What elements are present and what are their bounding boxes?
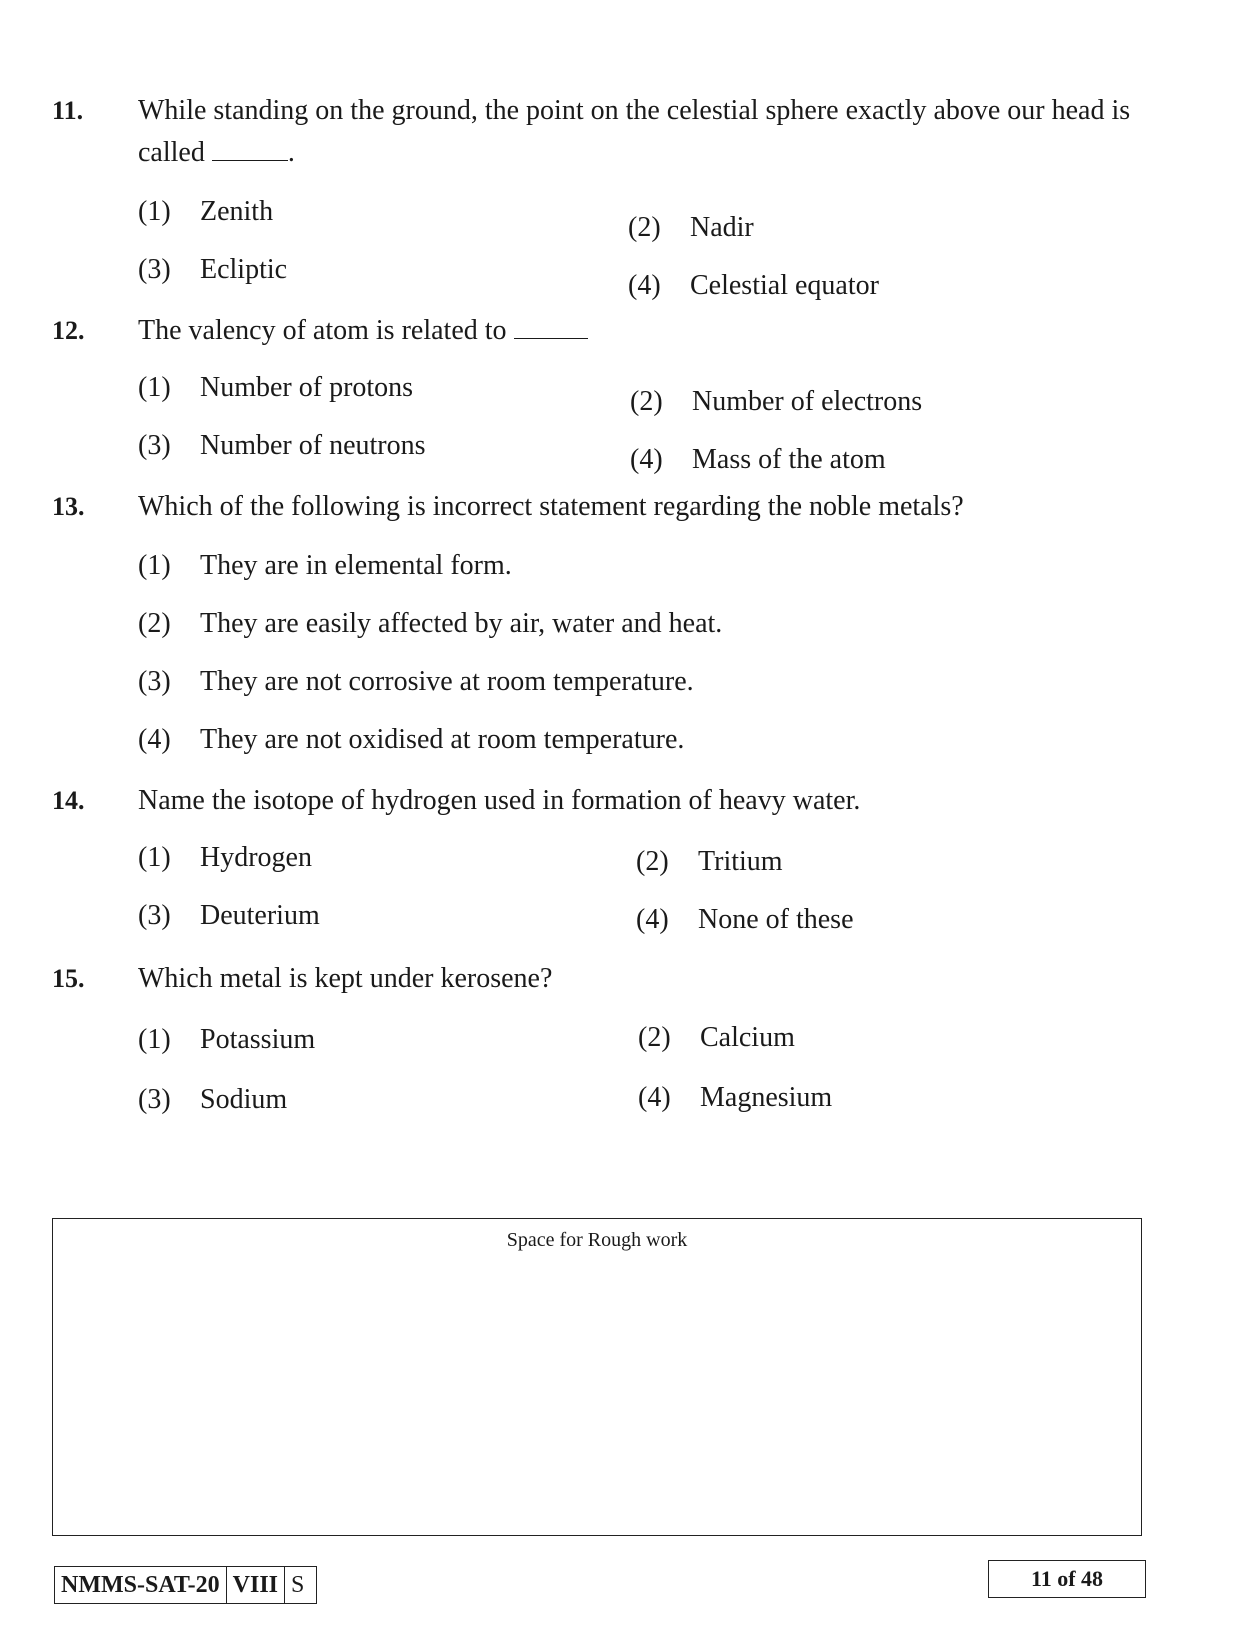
exam-code: NMMS-SAT-20 — [55, 1567, 227, 1603]
question-number-15: 15. — [52, 964, 85, 993]
option-15-1: (1) Potassium — [138, 1024, 316, 1055]
option-15-3: (3) Sodium — [138, 1084, 288, 1115]
rough-work-label: Space for Rough work — [506, 1229, 688, 1251]
rough-work-box — [52, 1218, 1142, 1536]
question-text-14: Name the isotope of hydrogen used in formation of heavy water. — [138, 785, 861, 816]
question-number-12: 12. — [52, 316, 85, 345]
option-11-1: (1) Zenith — [138, 196, 274, 227]
question-text-13: Which of the following is incorrect statement regarding the noble metals? — [138, 491, 964, 522]
option-13-2: (2) They are easily affected by air, water and heat. — [138, 608, 723, 639]
option-14-1: (1) Hydrogen — [138, 842, 312, 873]
option-14-3: (3) Deuterium — [138, 900, 320, 931]
option-11-3: (3) Ecliptic — [138, 254, 288, 285]
option-11-2: (2) Nadir — [628, 212, 754, 243]
question-stem: While standing on the ground, the point on the celestial sphere exactly above our head is called — [138, 95, 1131, 168]
answer-blank — [212, 159, 288, 161]
option-13-3: (3) They are not corrosive at room temperature. — [138, 666, 694, 697]
question-stem: The valency of atom is related to — [138, 315, 507, 346]
exam-class: VIII — [227, 1567, 285, 1603]
option-12-4: (4) Mass of the atom — [630, 444, 886, 475]
question-number-14: 14. — [52, 786, 85, 815]
page-number: 11 of 48 — [988, 1560, 1146, 1598]
question-text-11 — [138, 90, 1148, 174]
option-14-2: (2) Tritium — [636, 846, 783, 877]
option-12-2: (2) Number of electrons — [630, 386, 923, 417]
question-number-11: 11. — [52, 96, 84, 125]
option-13-4: (4) They are not oxidised at room temperature. — [138, 724, 685, 755]
exam-code-box — [54, 1566, 317, 1604]
question-stem-end: . — [287, 137, 295, 168]
exam-section: S — [291, 1571, 305, 1598]
option-15-4: (4) Magnesium — [638, 1082, 833, 1113]
option-12-3: (3) Number of neutrons — [138, 430, 426, 461]
answer-blank — [514, 337, 588, 339]
option-15-2: (2) Calcium — [638, 1022, 795, 1053]
option-13-1: (1) They are in elemental form. — [138, 550, 512, 581]
option-14-4: (4) None of these — [636, 904, 854, 935]
question-text-15: Which metal is kept under kerosene? — [138, 963, 553, 994]
option-12-1: (1) Number of protons — [138, 372, 414, 403]
question-text-12 — [138, 310, 1148, 352]
question-number-13: 13. — [52, 492, 85, 521]
option-11-4: (4) Celestial equator — [628, 270, 879, 301]
